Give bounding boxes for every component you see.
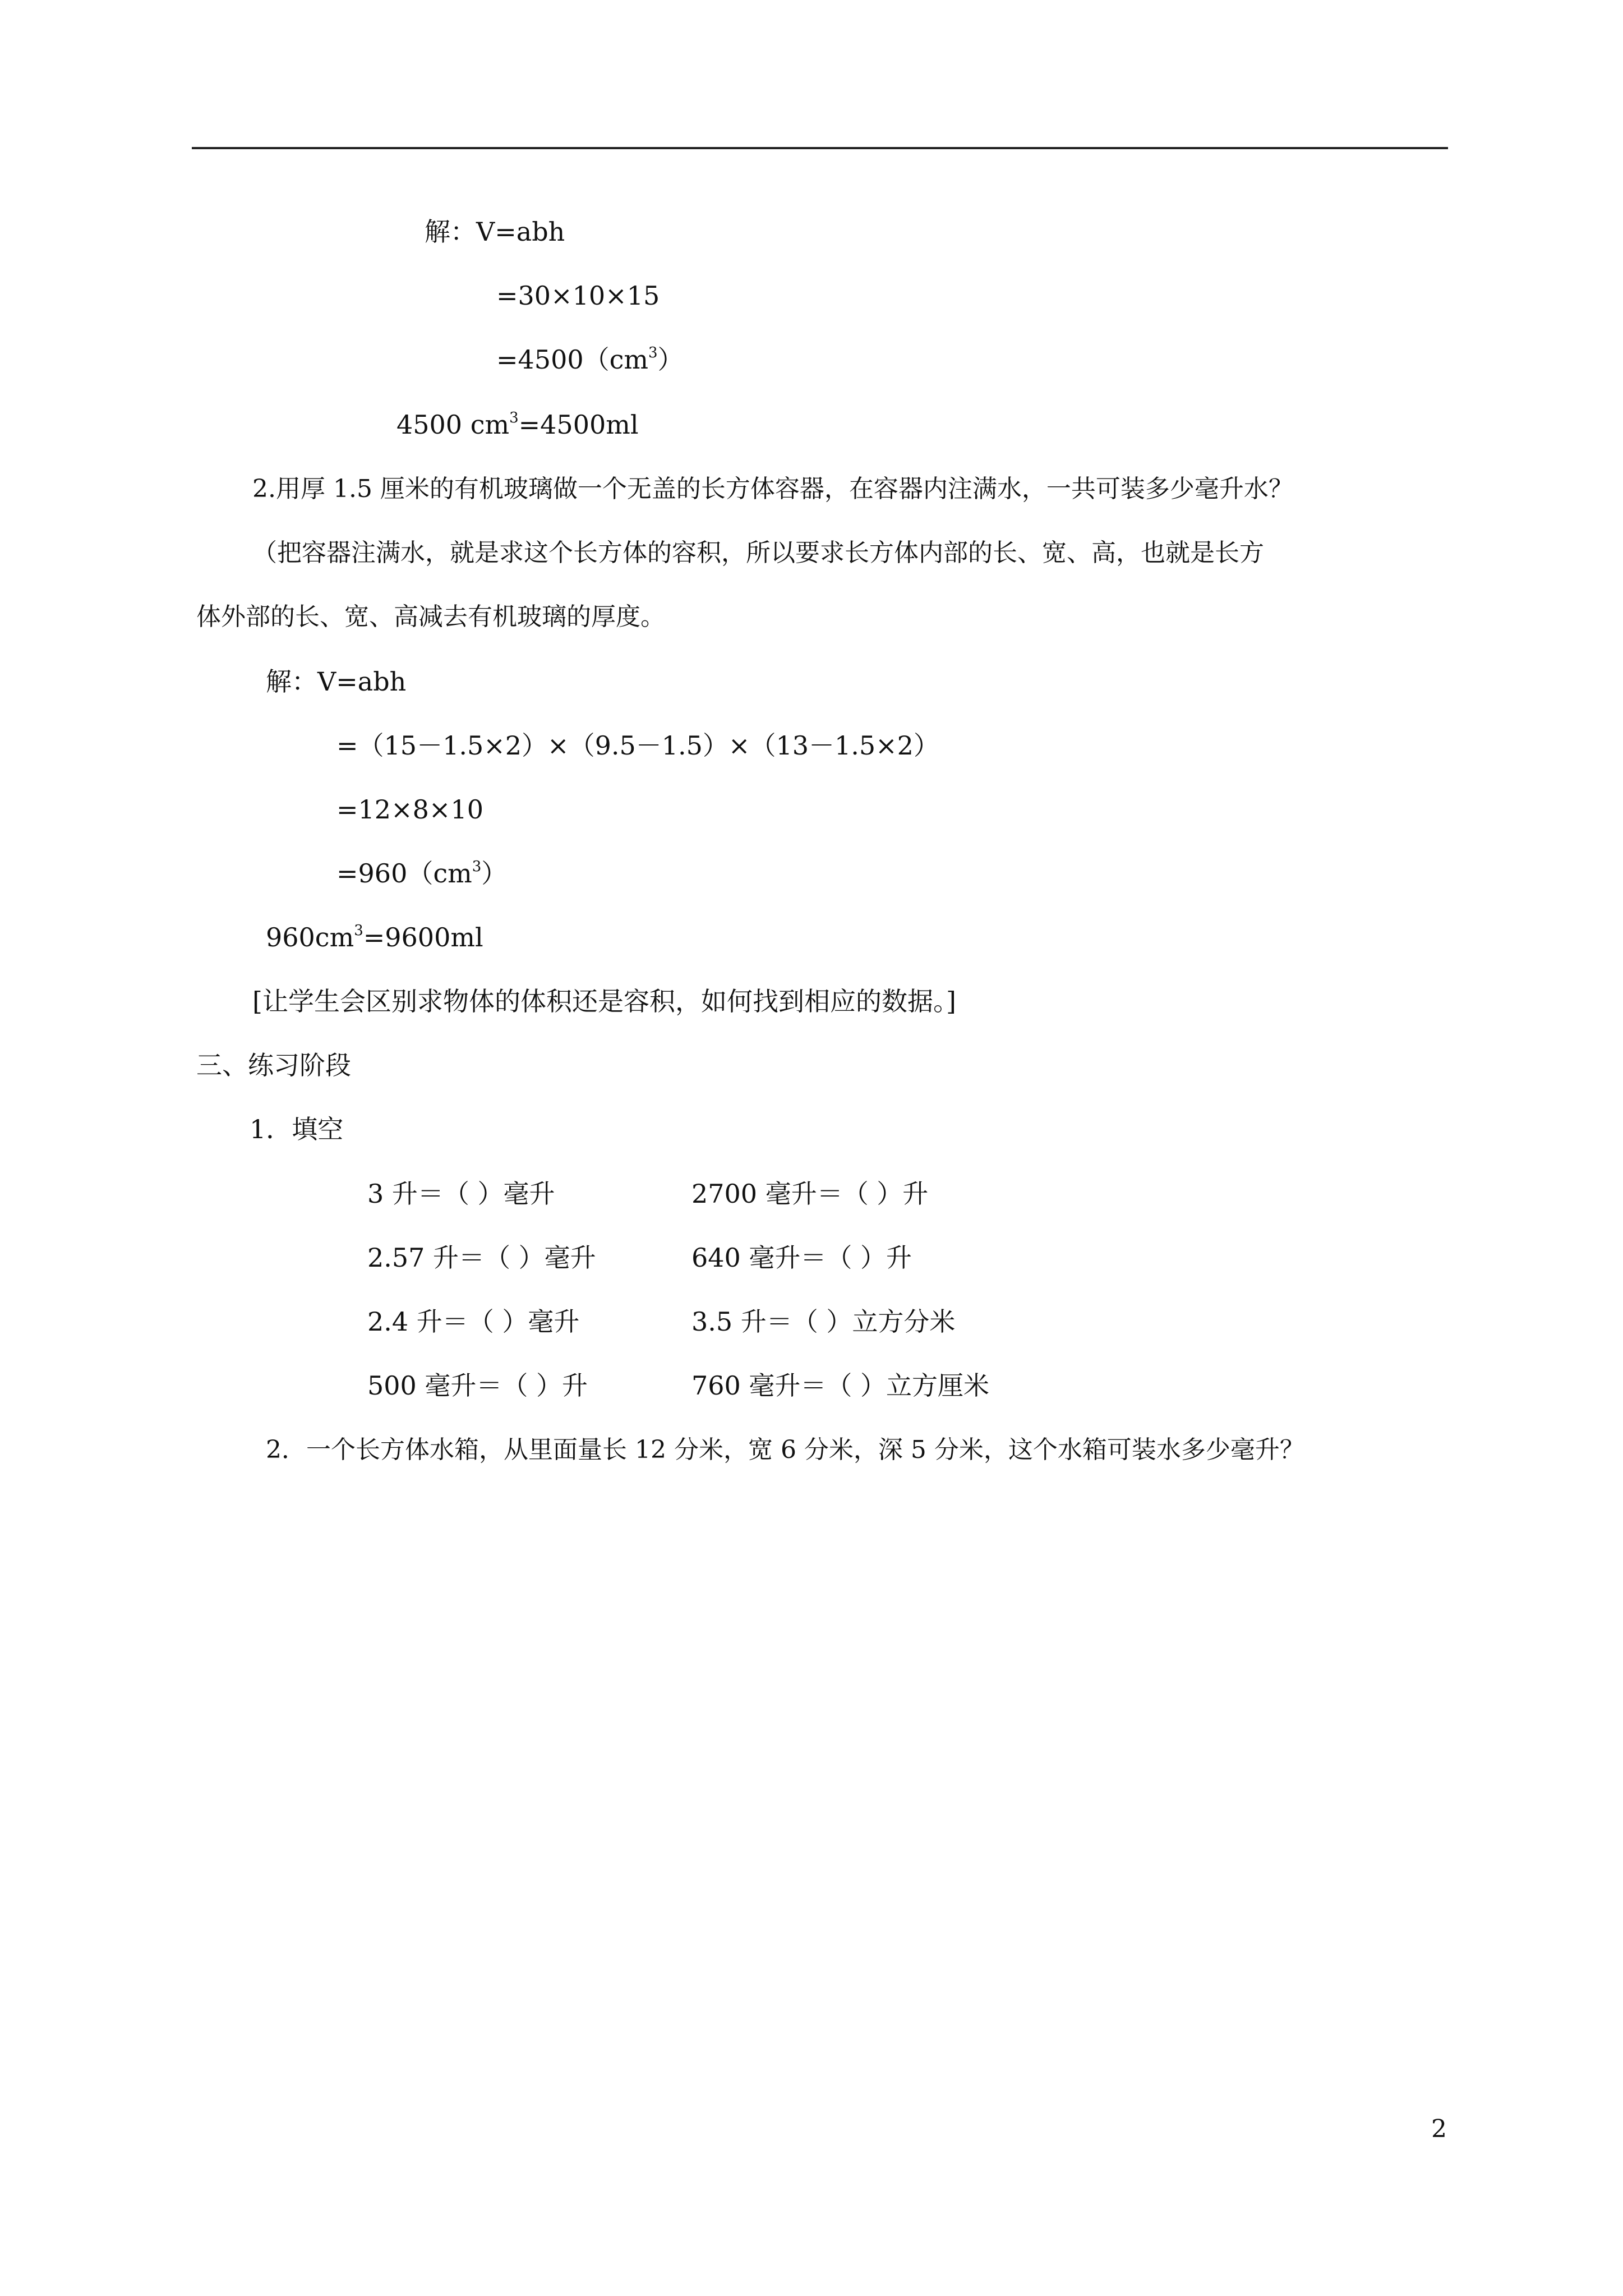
section3-heading: 三、练习阶段	[196, 1050, 351, 1080]
problem2-solution-line2: =（15－1.5×2）×（9.5－1.5）×（13－1.5×2）	[336, 730, 939, 761]
problem2-solution-line1: 解：V=abh	[266, 666, 407, 697]
fill-row-4-left: 500 毫升＝（ ）升	[367, 1370, 588, 1401]
problem2-hint-line1: （把容器注满水，就是求这个长方体的容积，所以要求长方体内部的长、宽、高，也就是长方	[252, 539, 1264, 567]
section3-item2: 2．一个长方体水箱，从里面量长 12 分米，宽 6 分米，深 5 分米，这个水箱可装水多少毫升？	[266, 1435, 1304, 1464]
fill-row-3-left: 2.4 升＝（ ）毫升	[367, 1306, 580, 1337]
solution1-line3: $=4500(cm^3)$	[496, 344, 684, 375]
solution1-line4: 4500 $cm^3=4500ml$	[396, 409, 639, 440]
solution1-line1: 解：V=abh	[425, 217, 565, 247]
fill-row-1-right: 2700 毫升＝（ ）升	[691, 1179, 929, 1209]
problem2-solution-line5: $960cm^3=9600ml$	[266, 922, 483, 953]
section3-item1-label: 1．填空	[250, 1114, 344, 1144]
fill-row-2-left: 2.57 升＝（ ）毫升	[367, 1243, 596, 1273]
fill-row-2-right: 640 毫升＝（ ）升	[691, 1243, 912, 1273]
fill-row-3-right: 3.5 升＝（ ）立方分米	[691, 1306, 956, 1337]
problem2-solution-line4: $=960(cm^3)$	[336, 858, 508, 889]
fill-row-4-right: 760 毫升＝（ ）立方厘米	[691, 1370, 990, 1401]
problem2-hint-line2: 体外部的长、宽、高减去有机玻璃的厚度。	[196, 602, 665, 631]
problem2-question: 2.用厚 1.5 厘米的有机玻璃做一个无盖的长方体容器，在容器内注满水，一共可装多少毫升水？	[252, 475, 1293, 503]
problem2-note: [让学生会区别求物体的体积还是容积，如何找到相应的数据。]	[252, 986, 956, 1016]
fill-row-1-left: 3 升＝（ ）毫升	[367, 1179, 555, 1209]
solution1-line2: =30×10×15	[496, 280, 660, 311]
problem2-solution-line3: =12×8×10	[336, 794, 483, 825]
header-rule	[192, 147, 1448, 149]
page-number: 2	[1431, 2115, 1447, 2143]
